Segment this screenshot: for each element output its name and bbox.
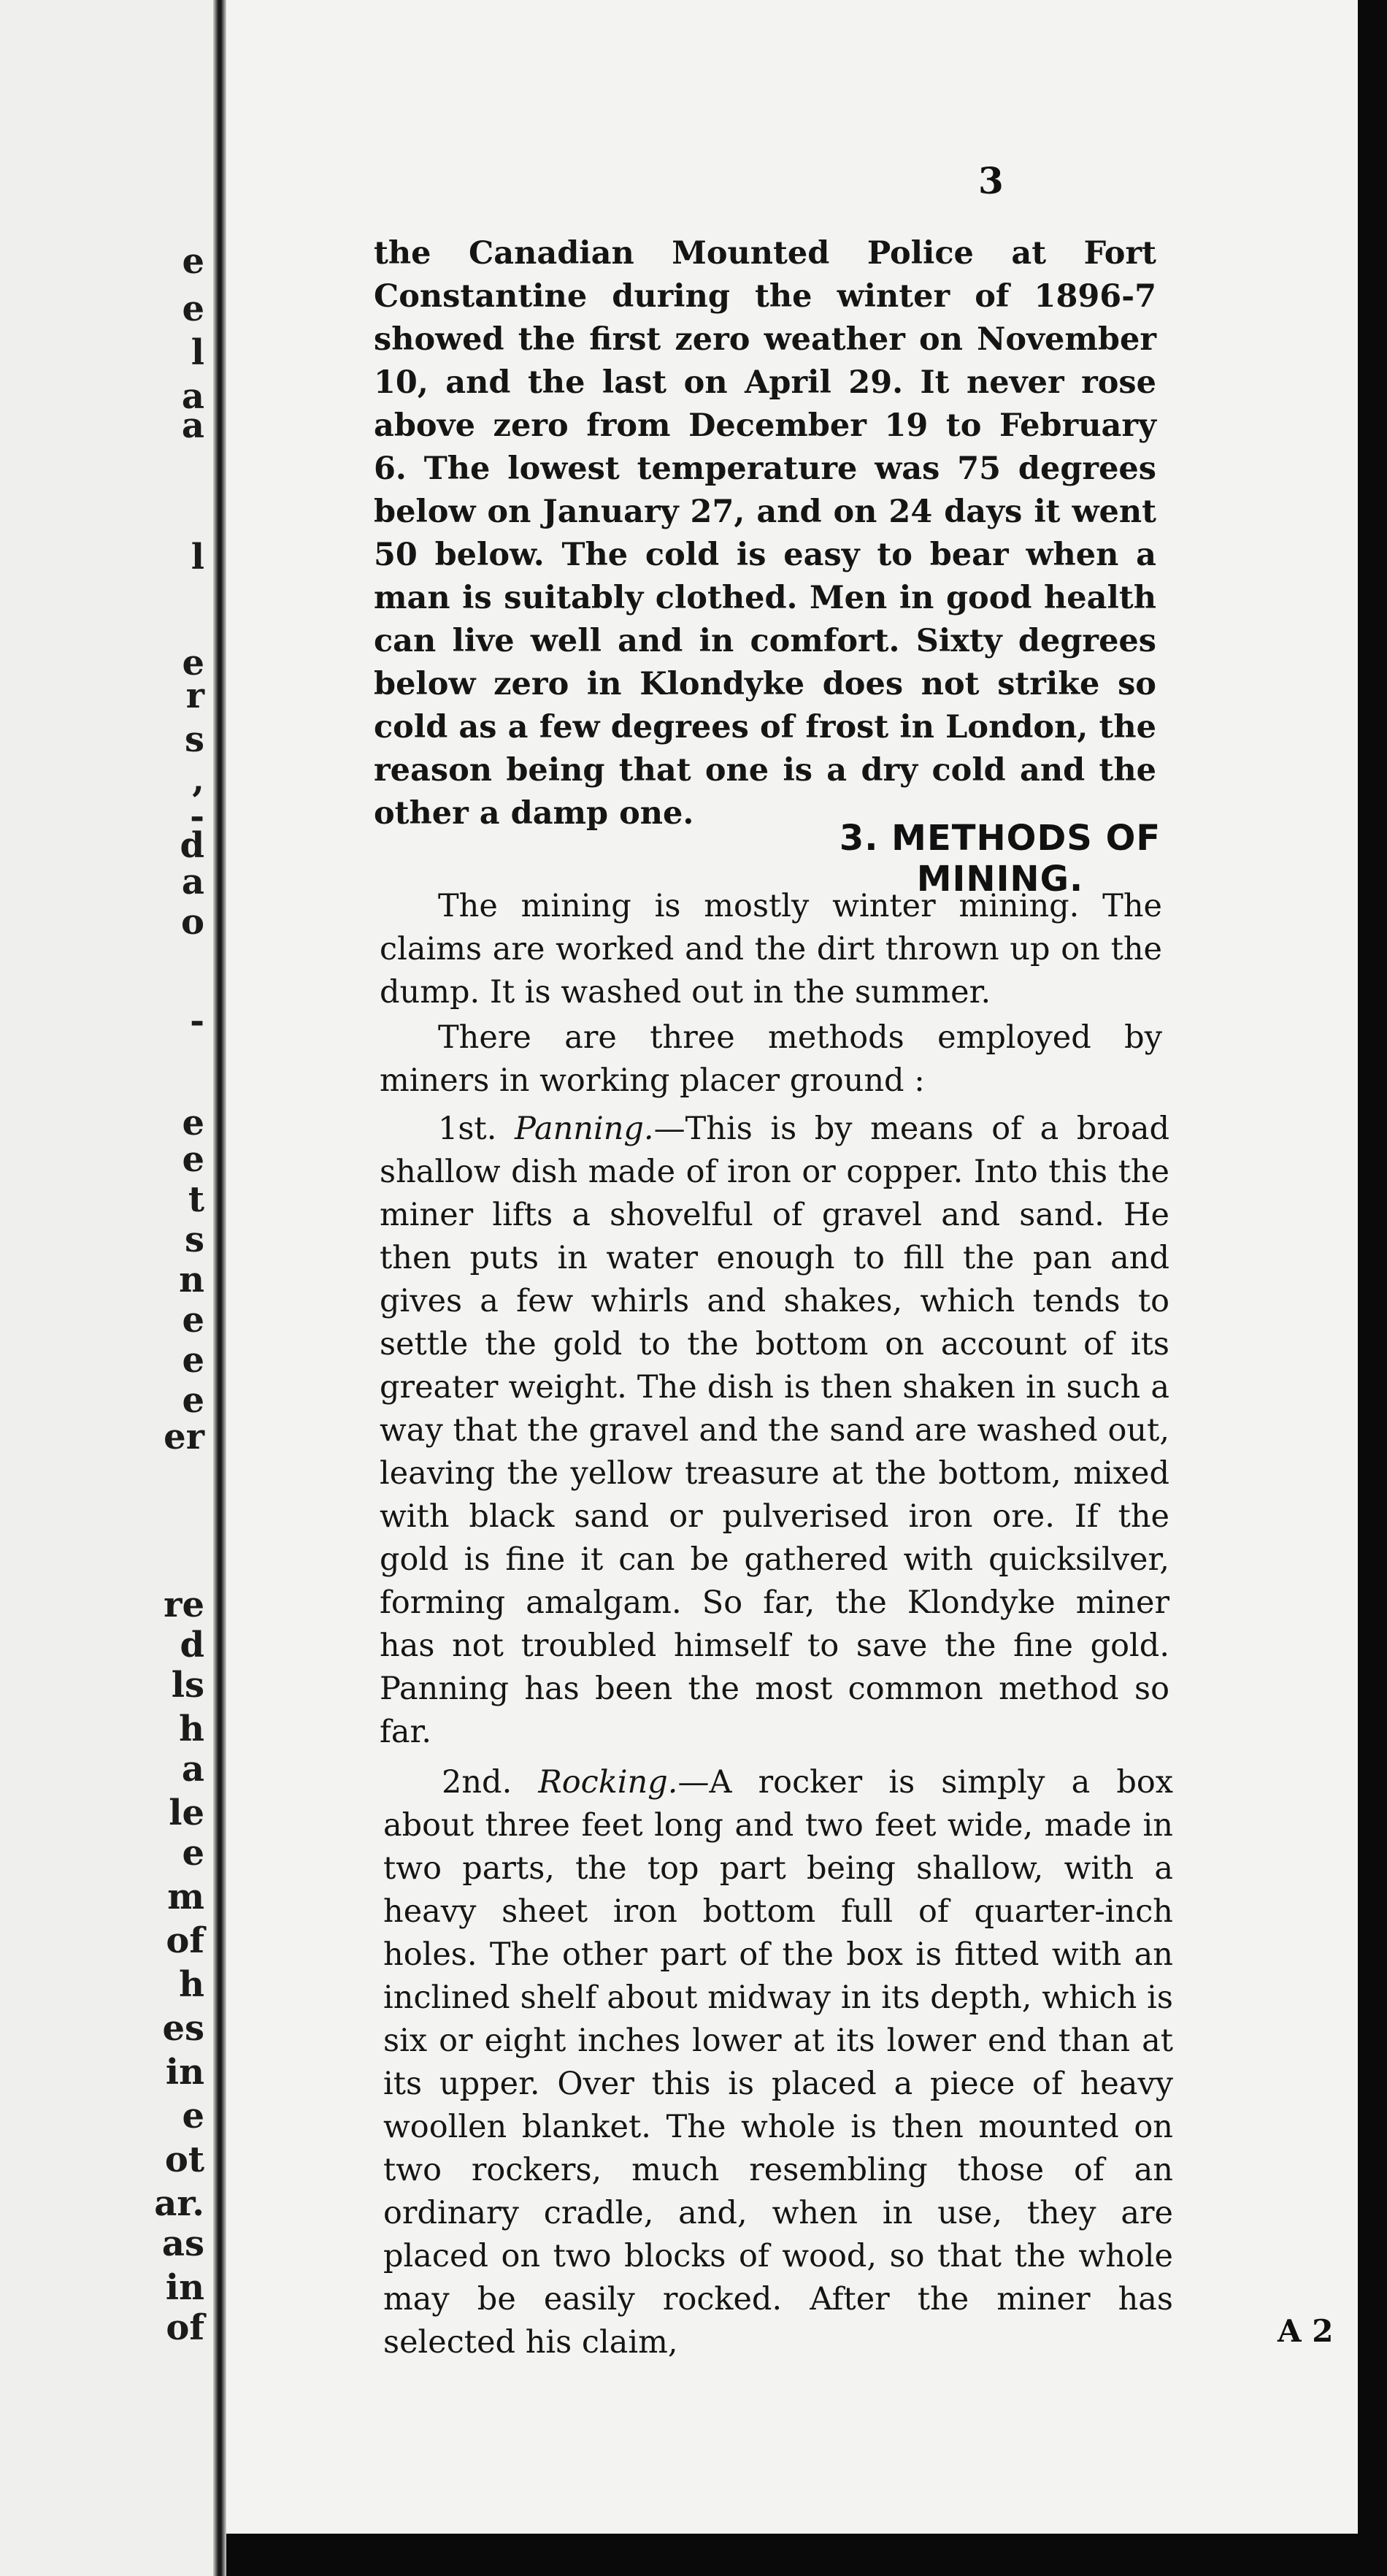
panning-title: Panning. [514, 1111, 654, 1147]
left-page-fragment: h [179, 1964, 204, 2005]
left-page-fragment: s [184, 1219, 204, 1260]
left-page-fragment: re [164, 1584, 204, 1625]
mining-intro-paragraph: The mining is mostly winter mining. The claims are worked and the dirt thrown up on the dump. It is washed out in the summer. [380, 888, 1162, 1011]
left-page-fragment: of [166, 1920, 204, 1961]
left-page-fragment: a [181, 1749, 204, 1790]
left-page-fragment: e [182, 1833, 204, 1874]
signature-mark: A 2 [1278, 2313, 1334, 2349]
left-page-fragment: a [181, 376, 204, 417]
left-page-fragment: in [165, 2052, 204, 2093]
left-page-fragment: e [182, 288, 204, 329]
left-page-fragment: m [167, 1877, 204, 1917]
left-page-fragment: e [182, 1103, 204, 1143]
left-page-fragment: , [192, 759, 204, 800]
left-page-fragment: t [188, 1179, 204, 1220]
left-page-fragment: h [179, 1709, 204, 1749]
panning-text: —This is by means of a broad shallow dish made of iron or copper. Into this the miner lifts a shovelful of gravel and sand. He then puts in water enough to fill the pan and gives a few whirls and shakes, which tends to settle the gold to the bottom on account of its greater weight. The dish is then shaken in such a way that the gravel and the sand are washed out, leaving the yellow treasure at the bottom, mixed with black sand or pulverised iron ore. If the gold is fine it can be gathered with quicksilver, forming amalgam. So far, the Klondyke miner has not troubled himself to save the fine gold. Panning has been the most common method so far. [380, 1111, 1169, 1750]
left-facing-page [0, 0, 213, 2576]
left-page-fragment: a [181, 862, 204, 902]
right-page [226, 0, 1358, 2534]
left-page-fragment: l [191, 537, 204, 578]
left-page-fragment: er [164, 1417, 204, 1457]
methods-intro-paragraph: There are three methods employed by miners in working placer ground : [380, 1019, 1162, 1099]
left-page-fragment: l [191, 332, 204, 373]
left-page-fragment: es [162, 2008, 204, 2049]
left-page-fragment: d [180, 825, 204, 866]
rocking-ordinal: 2nd. [442, 1764, 512, 1801]
rocking-paragraph [383, 1761, 1173, 2364]
left-page-fragment: as [161, 2223, 204, 2264]
left-page-fragment: e [182, 643, 204, 683]
left-page-fragment: e [182, 1139, 204, 1180]
left-page-fragment: e [182, 1380, 204, 1421]
left-page-fragment: s [184, 719, 204, 760]
left-page-fragment: ar. [154, 2183, 204, 2224]
panning-ordinal: 1st. [438, 1111, 497, 1147]
left-page-fragment: a [181, 405, 204, 446]
left-page-fragment: e [182, 1340, 204, 1381]
left-page-fragment: r [185, 675, 204, 716]
left-page-fragment: le [169, 1793, 204, 1833]
left-page-fragment: e [182, 2096, 204, 2136]
left-page-fragment: o [180, 902, 204, 943]
left-page-fragment: d [180, 1625, 204, 1665]
left-page-fragment: - [190, 796, 204, 837]
panning-paragraph [380, 1108, 1169, 1754]
section-heading: 3. METHODS OF MINING. [839, 818, 1161, 900]
left-page-fragment: ls [171, 1665, 204, 1706]
opening-paragraph: the Canadian Mounted Police at Fort Constantine during the winter of 1896-7 showed the first zero weather on November 10, and the last on April 29. It never rose above zero from December 19 to February 6. The lowest temperature was 75 degrees below on January 27, and on 24 days it went 50 below. The cold is easy to bear when a man is suitably clothed. Men in good health can live well and in comfort. Sixty degrees below zero in Klondyke does not strike so cold as a few degrees of frost in London, the reason being that one is a dry cold and the other a damp one. [374, 235, 1156, 832]
left-page-fragment: - [190, 1000, 204, 1041]
rocking-title: Rocking. [538, 1764, 678, 1801]
left-page-fragment: e [182, 1300, 204, 1341]
left-page-fragment: in [165, 2267, 204, 2308]
left-page-fragment: of [166, 2307, 204, 2348]
book-gutter [213, 0, 226, 2576]
left-page-fragment: ot [164, 2139, 204, 2180]
left-page-fragment: n [179, 1260, 204, 1300]
rocking-text: —A rocker is simply a box about three feet long and two feet wide, made in two parts, the top part being shallow, with a heavy sheet iron bottom full of quarter-inch holes. The other part of the box is fitted with an inclined shelf about midway in its depth, which is six or eight inches lower at its lower end than at its upper. Over this is placed a piece of heavy woollen blanket. The whole is then mounted on two rockers, much resembling those of an ordinary cradle, and, when in use, they are placed on two blocks of wood, so that the whole may be easily rocked. After the miner has selected his claim, [383, 1764, 1174, 2361]
page-number: 3 [978, 159, 1004, 202]
left-page-fragment: e [182, 241, 204, 282]
